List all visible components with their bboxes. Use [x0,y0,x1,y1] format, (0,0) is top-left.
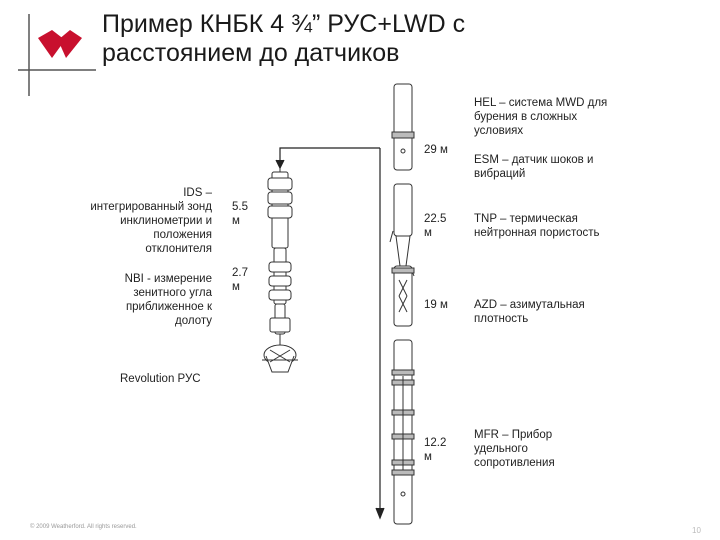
tnp-module [394,184,412,236]
label-azd: AZD – азимутальная плотность [474,299,585,325]
distance-ids: 5.5 м [232,201,248,227]
left-tool-assembly [262,162,298,372]
distance-mfr: 12.2 м [424,437,447,463]
page-title: Пример КНБК 4 ¾” РУС+LWD с расстоянием до датчиков [102,10,466,67]
label-mfr: MFR – Прибор удельного сопротивления [474,429,555,469]
distance-tnp: 22.5 м [424,213,447,239]
azd-collar-top [392,268,414,273]
right-tool-string [390,84,414,524]
label-tnp: TNP – термическая нейтронная пористость [474,213,600,239]
azd-module [394,266,412,326]
left-tool-pads [270,318,290,332]
distance-nbi: 2.7 м [232,267,248,293]
label-nbi: NBI - измерение зенитного угла приближенное к долоту [124,273,212,327]
connector-arrows [276,148,384,518]
hel-collar [392,132,414,138]
left-tool-stabilizer-upper [268,178,292,218]
logo-chevron-right [58,30,82,58]
company-logo [38,30,82,58]
transition-sub [396,236,410,266]
page-number: 10 [692,526,701,535]
connector-to-left-tool [280,148,380,164]
drill-bit-icon [262,345,298,372]
label-esm: ESM – датчик шоков и вибраций [474,154,594,180]
hel-module [394,84,412,170]
left-tool-stabilizer-lower [269,262,291,300]
distance-hel: 29 м [424,144,448,156]
arrow-down-left-tool [276,160,284,168]
label-hel: HEL – система MWD для бурения в сложных условиях [474,97,608,137]
footer-copyright: © 2009 Weatherford. All rights reserved. [30,524,137,530]
mfr-port [401,492,405,496]
label-revolution: Revolution РУС [120,373,201,385]
label-ids: IDS – интегрированный зонд инклинометрии и положения отклонителя [90,187,212,255]
hel-port [401,149,405,153]
distance-azd: 19 м [424,299,448,311]
arrow-down-bottom [376,508,384,518]
